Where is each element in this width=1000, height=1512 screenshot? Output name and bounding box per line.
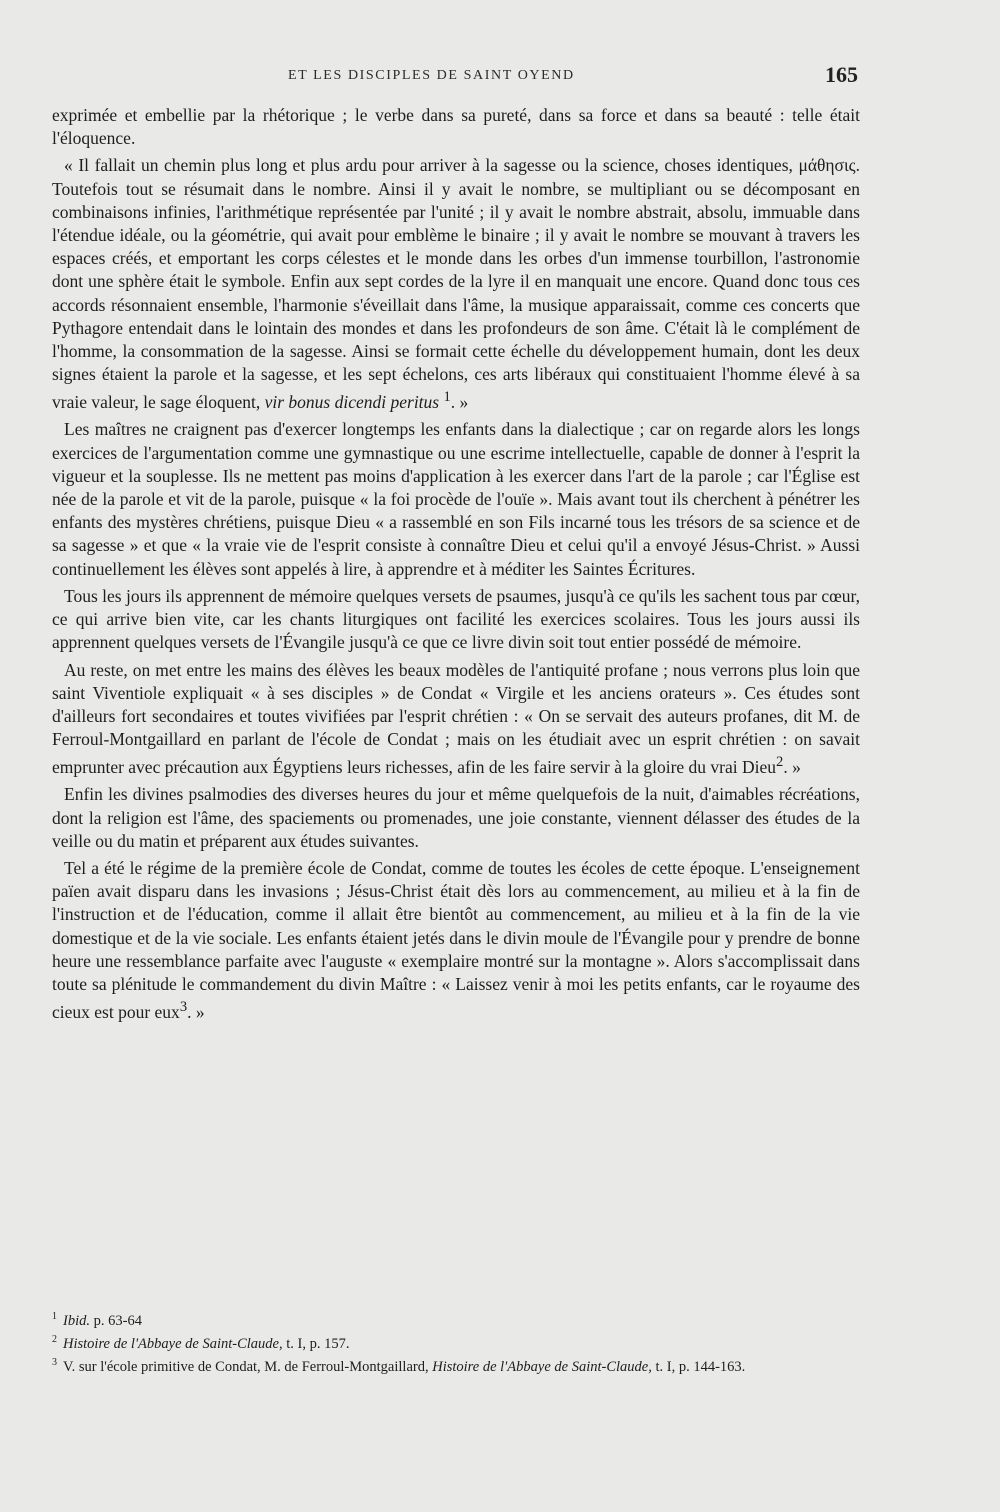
paragraph-tail: . »: [450, 392, 469, 413]
footnote: [52, 1331, 860, 1353]
paragraph-tail: . »: [187, 1002, 205, 1022]
paragraph: [52, 585, 860, 655]
footnote-text: p. 63-64: [89, 1312, 142, 1329]
footnotes: [52, 1308, 860, 1376]
footnote-title: Histoire de l'Abbaye de Saint-Claude,: [432, 1358, 652, 1375]
footnote: [52, 1354, 860, 1376]
footnote-mark: 3: [52, 1356, 57, 1368]
paragraph-tail: . »: [783, 757, 801, 778]
footnote-prefix: V. sur l'école primitive de Condat, M. de Ferroul-Montgaillard,: [63, 1358, 433, 1375]
paragraph-text: Tel a été le régime de la première école de Condat, comme de toutes les écoles de cette époque. L'enseignement païen avait disparu dans les invasions ; Jésus-Christ était dès lors au commencement, au milieu et à la fin de l'instruction et de l'éducation, comme il allait être bientôt au commencement, au milieu et à la fin de la vie domestique et de la vie sociale. Les enfants étaient jetés dans le divin moule de l'Évangile pour y prendre de bonne heure une ressemblance parfaite avec l'auguste « exemplaire montré sur la montagne ». Alors s'accomplissait dans toute sa plénitude le commandement du divin Maître : « Laissez venir à moi les petits enfants, car le royaume des cieux est pour eux: [52, 857, 860, 1022]
footnote-reference[interactable]: 1: [443, 389, 451, 406]
footnote-reference[interactable]: 2: [776, 754, 784, 771]
footnote-reference[interactable]: 3: [179, 999, 188, 1016]
footnote-title: Histoire de l'Abbaye de Saint-Claude,: [63, 1335, 283, 1352]
paragraph-text: « Il fallait un chemin plus long et plus ardu pour arriver à la sagesse ou la science, choses identiques, μάθησις. Toutefois tout se résumait dans le nombre. Ainsi il y avait le nombre, se multipliant ou se décomposant en combinaisons infinies, l'arithmétique représentée par l'unité ; il y avait le nombre abstrait, absolu, immuable dans l'étendue idéale, ou la géométrie, qui avait pour emblème le binaire ; il y avait le nombre se mouvant à travers les espaces créés, et emportant les corps célestes et le monde dans les orbes d'un immense tourbillon, l'astronomie dont une sphère était le symbole. Enfin aux sept cordes de la lyre il en manquait une encore. Quand donc tous ces accords résonnaient ensemble, l'harmonie s'éveillait dans l'âme, la musique apparaissait, comme ces concerts que Pythagore entendait dans le lointain des mondes et dans les profondeurs de son âme. C'était là le complément de l'homme, la consommation de la sagesse. Ainsi se formait cette échelle du développement humain, dont les deux signes étaient la parole et la sagesse, et les sept échelons, ces arts libéraux qui constituaient l'homme élevé à sa vraie valeur, le sage éloquent,: [52, 155, 860, 413]
page-number: 165: [825, 62, 858, 87]
footnote-title: Ibid.: [63, 1312, 90, 1329]
paragraph-text: Enfin les divines psalmodies des diverses heures du jour et même quelquefois de la nuit, d'aimables récréations, dont la religion est l'âme, des spaciements ou promenades, une joie constante, viennent délasser des études de la veille ou du matin et préparent aux études suivantes.: [52, 784, 860, 851]
page-header: [58, 62, 858, 92]
latin-quote: vir bonus dicendi peritus: [264, 392, 440, 413]
paragraph: [52, 154, 860, 414]
footnote-mark: 1: [52, 1311, 57, 1322]
paragraph: [52, 104, 860, 150]
paragraph: [52, 659, 860, 780]
footnote-text: t. I, p. 157.: [282, 1335, 350, 1352]
footnote-mark: 2: [52, 1333, 57, 1345]
paragraph-text: exprimée et embellie par la rhétorique ; le verbe dans sa pureté, dans sa force et dans sa beauté : telle était l'éloquence.: [52, 105, 860, 149]
running-title: ET LES DISCIPLES DE SAINT OYEND: [288, 68, 575, 83]
paragraph-text: Au reste, on met entre les mains des élèves les beaux modèles de l'antiquité profane ; nous verrons plus loin que saint Viventiole expliquait « à ses disciples » de Condat « Virgile et les anciens orateurs ». Ces études sont d'ailleurs fort secondaires et toutes vivifiées par l'esprit chrétien : « On se servait des auteurs profanes, dit M. de Ferroul-Montgaillard en parlant de l'école de Condat ; mais on les étudiait avec un esprit chrétien : on savait emprunter avec précaution aux Égyptiens leurs richesses, afin de les faire servir à la gloire du vrai Dieu: [52, 659, 860, 778]
paragraph: [52, 418, 860, 580]
body-text: [52, 104, 860, 1024]
paragraph-text: Tous les jours ils apprennent de mémoire quelques versets de psaumes, jusqu'à ce qu'ils les sachent tous par cœur, ce qui arrive bien vite, car les chants liturgiques ont facilité les exercices scolaires. Tous les jours aussi ils apprennent quelques versets de l'Évangile jusqu'à ce que ce livre divin soit tout entier possédé de mémoire.: [52, 585, 860, 653]
paragraph: [52, 783, 860, 853]
paragraph: [52, 857, 860, 1024]
paragraph-text: Les maîtres ne craignent pas d'exercer longtemps les enfants dans la dialectique ; car on regarde alors les longs exercices de l'argumentation comme une gymnastique ou une escrime intellectuelle, capable de donner à l'esprit la vigueur et la souplesse. Ils ne mettent pas moins d'application à les exercer dans l'art de la parole ; car l'Église est née de la parole et vit de la parole, puisque « la foi procède de l'ouïe ». Mais avant tout ils cherchent à pénétrer les enfants des mystères chrétiens, puisque Dieu « a rassemblé en son Fils incarné tous les trésors de sa science et de sa sagesse » et que « la vraie vie de l'esprit consiste à connaître Dieu et celui qu'il a envoyé Jésus-Christ. » Aussi continuellement les élèves sont appelés à lire, à apprendre et à méditer les Saintes Écritures.: [52, 419, 860, 579]
footnote: [52, 1308, 860, 1330]
footnote-text: t. I, p. 144-163.: [651, 1358, 746, 1375]
